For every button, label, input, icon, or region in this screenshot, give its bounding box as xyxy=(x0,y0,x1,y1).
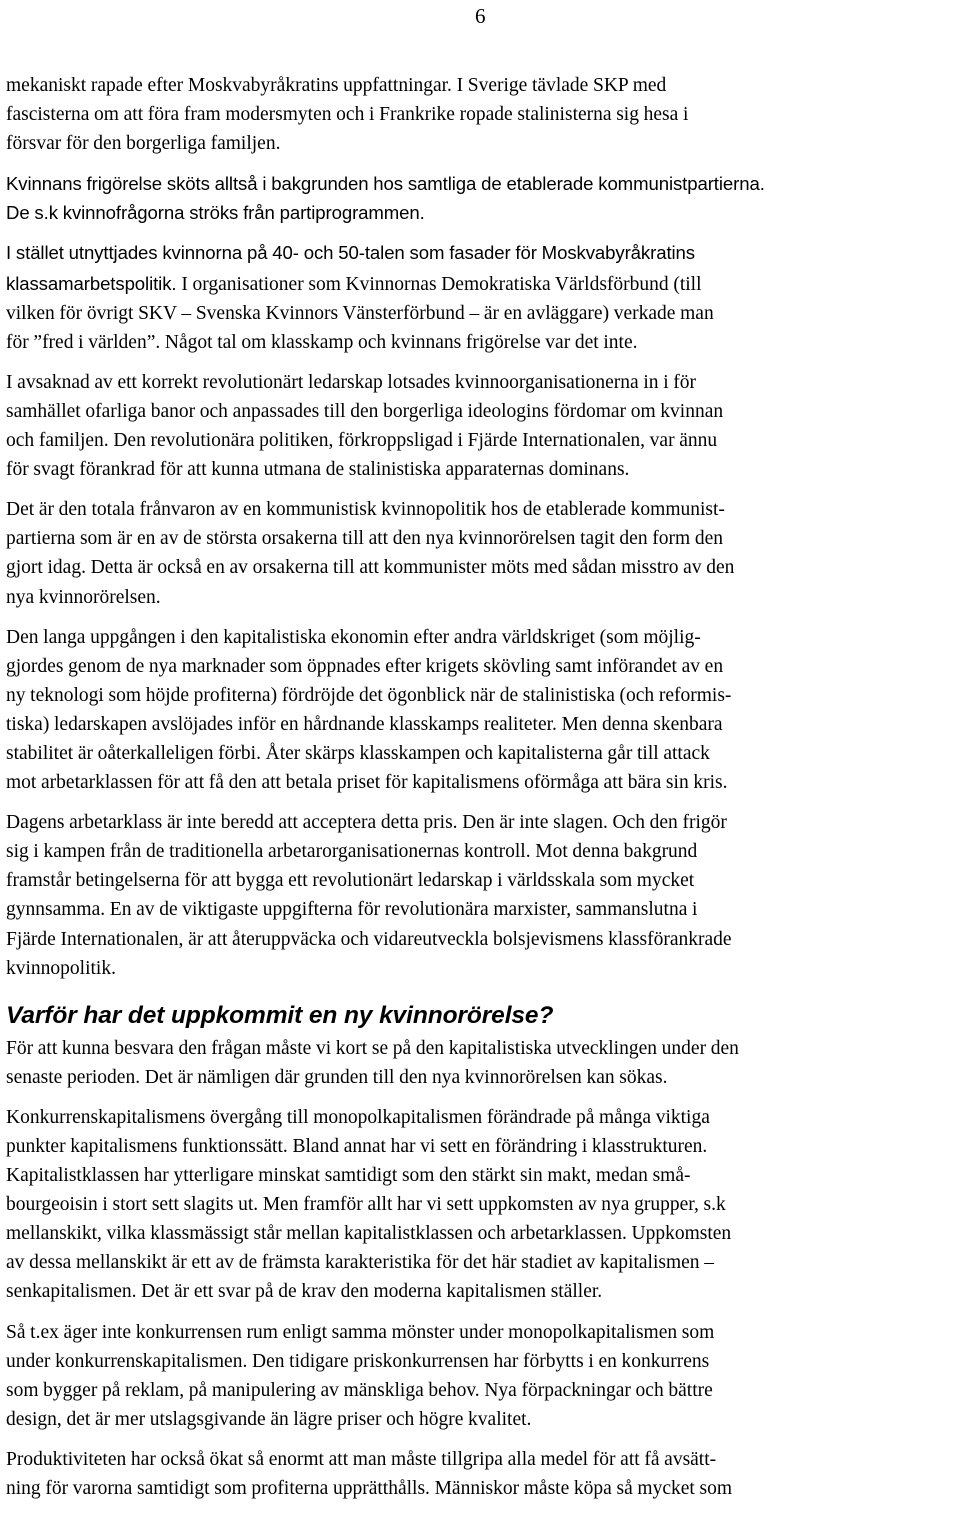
paragraph-3 xyxy=(6,238,958,356)
paragraph-1: mekaniskt rapade efter Moskvabyråkratins uppfattningar. I Sverige tävlade SKP med fascisterna om att föra fram modersmyten och i Frankrike ropade stalinisterna sig hesa i försvar för den borgerliga familjen. xyxy=(6,75,689,155)
paragraph-7: Dagens arbetarklass är inte beredd att acceptera detta pris. Den är inte slagen. Och den frigör sig i kampen från de traditionella arbetarorganisationernas kontroll. Mot denna bakgrund framstår betingelserna för att bygga ett revolutionärt ledarskap i världsskala som mycket gynnsamma. En av de viktigaste uppgifterna för revolutionära marxister, sammanslutna i Fjärde Internationalen, är att återuppväcka och vidareutveckla bolsjevismens klassförankrade kvinnopolitik. xyxy=(6,812,732,979)
paragraph-10: Så t.ex äger inte konkurrensen rum enligt samma mönster under monopolkapitalismen som under konkurrenskapitalismen. Den tidigare priskonkurrensen har förbytts i en konkurrens som bygger på reklam, på manipulering av mänskliga behov. Nya förpackningar och bättre design, det är mer utslagsgivande än lägre priser och högre kvalitet. xyxy=(6,1321,715,1430)
section-heading: Varför har det uppkommit en ny kvinnorörelse? xyxy=(6,1001,554,1029)
paragraph-6: Den langa uppgången i den kapitalistiska ekonomin efter andra världskriget (som möjlig- gjordes genom de nya marknader som öppnades efter krigets skövling samt införandet av en ny teknologi som höjde profiterna) fördröjde det ögonblick när de stalinistiska (och reformis- tiska) ledarskapen avslöjades inför en hårdnande klasskamps realiteter. Men denna skenbara stabilitet är oåterkalleligen förbi. Åter skärps klasskampen och kapitalisterna går till attack mot arbetarklassen för att få den att betala priset för kapitalismens oförmåga att bära sin kris. xyxy=(6,626,732,794)
paragraph-11: Produktiviteten har också ökat så enormt att man måste tillgripa alla medel för att få avsätt- ning för varorna samtidigt som profiterna upprätthålls. Människor måste köpa så mycket som xyxy=(6,1448,732,1500)
page-number: 6 xyxy=(475,4,486,28)
paragraph-3-serif-part: I organisationer som Kvinnornas Demokratiska Världsförbund (till vilken för övrigt SKV – Svenska Kvinnors Vänsterförbund – är en avläggare) verkade man för ”fred i världen”. Något tal om klasskamp och kvinnans frigörelse var det inte. xyxy=(6,273,714,353)
paragraph-2: Kvinnans frigörelse sköts alltså i bakgrunden hos samtliga de etablerade kommunistpartierna. De s.k kvinnofrågorna ströks från partiprogrammen. xyxy=(6,173,765,224)
page-body xyxy=(6,71,958,1514)
paragraph-3-sans-part: I stället utnyttjades kvinnorna på 40- och 50-talen som fasader för Moskvabyråkratins klassamarbetspolitik. xyxy=(6,242,695,294)
paragraph-8: För att kunna besvara den frågan måste vi kort se på den kapitalistiska utvecklingen under den senaste perioden. Det är nämligen där grunden till den nya kvinnorörelsen kan sökas. xyxy=(6,1037,739,1088)
paragraph-5: Det är den totala frånvaron av en kommunistisk kvinnopolitik hos de etablerade kommunist- partierna som är en av de största orsakerna till att den nya kvinnorörelsen tagit den form den gjort idag. Detta är också en av orsakerna till att kommunister möts med sådan misstro av den nya kvinnorörelsen. xyxy=(6,499,735,608)
paragraph-9: Konkurrenskapitalismens övergång till monopolkapitalismen förändrade på många viktiga punkter kapitalismens funktionssätt. Bland annat har vi sett en förändring i klasstrukturen. Kapitalistklassen har ytterligare minskat samtidigt som den stärkt sin makt, medan små- bourgeoisin i stort sett slagits ut. Men framför allt har vi sett uppkomsten av nya grupper, s.k mellanskikt, vilka klassmässigt står mellan kapitalistklassen och arbetarklassen. Uppkomsten av dessa mellanskikt är ett av de främsta karakteristika för det här stadiet av kapitalismen – senkapitalismen. Det är ett svar på de krav den moderna kapitalismen ställer. xyxy=(6,1106,732,1303)
paragraph-4: I avsaknad av ett korrekt revolutionärt ledarskap lotsades kvinnoorganisationerna in i för samhället ofarliga banor och anpassades till den borgerliga ideologins fördomar om kvinnan och familjen. Den revolutionära politiken, förkroppsligad i Fjärde Internationalen, var ännu för svagt förankrad för att kunna utmana de stalinistiska apparaternas dominans. xyxy=(6,371,724,481)
